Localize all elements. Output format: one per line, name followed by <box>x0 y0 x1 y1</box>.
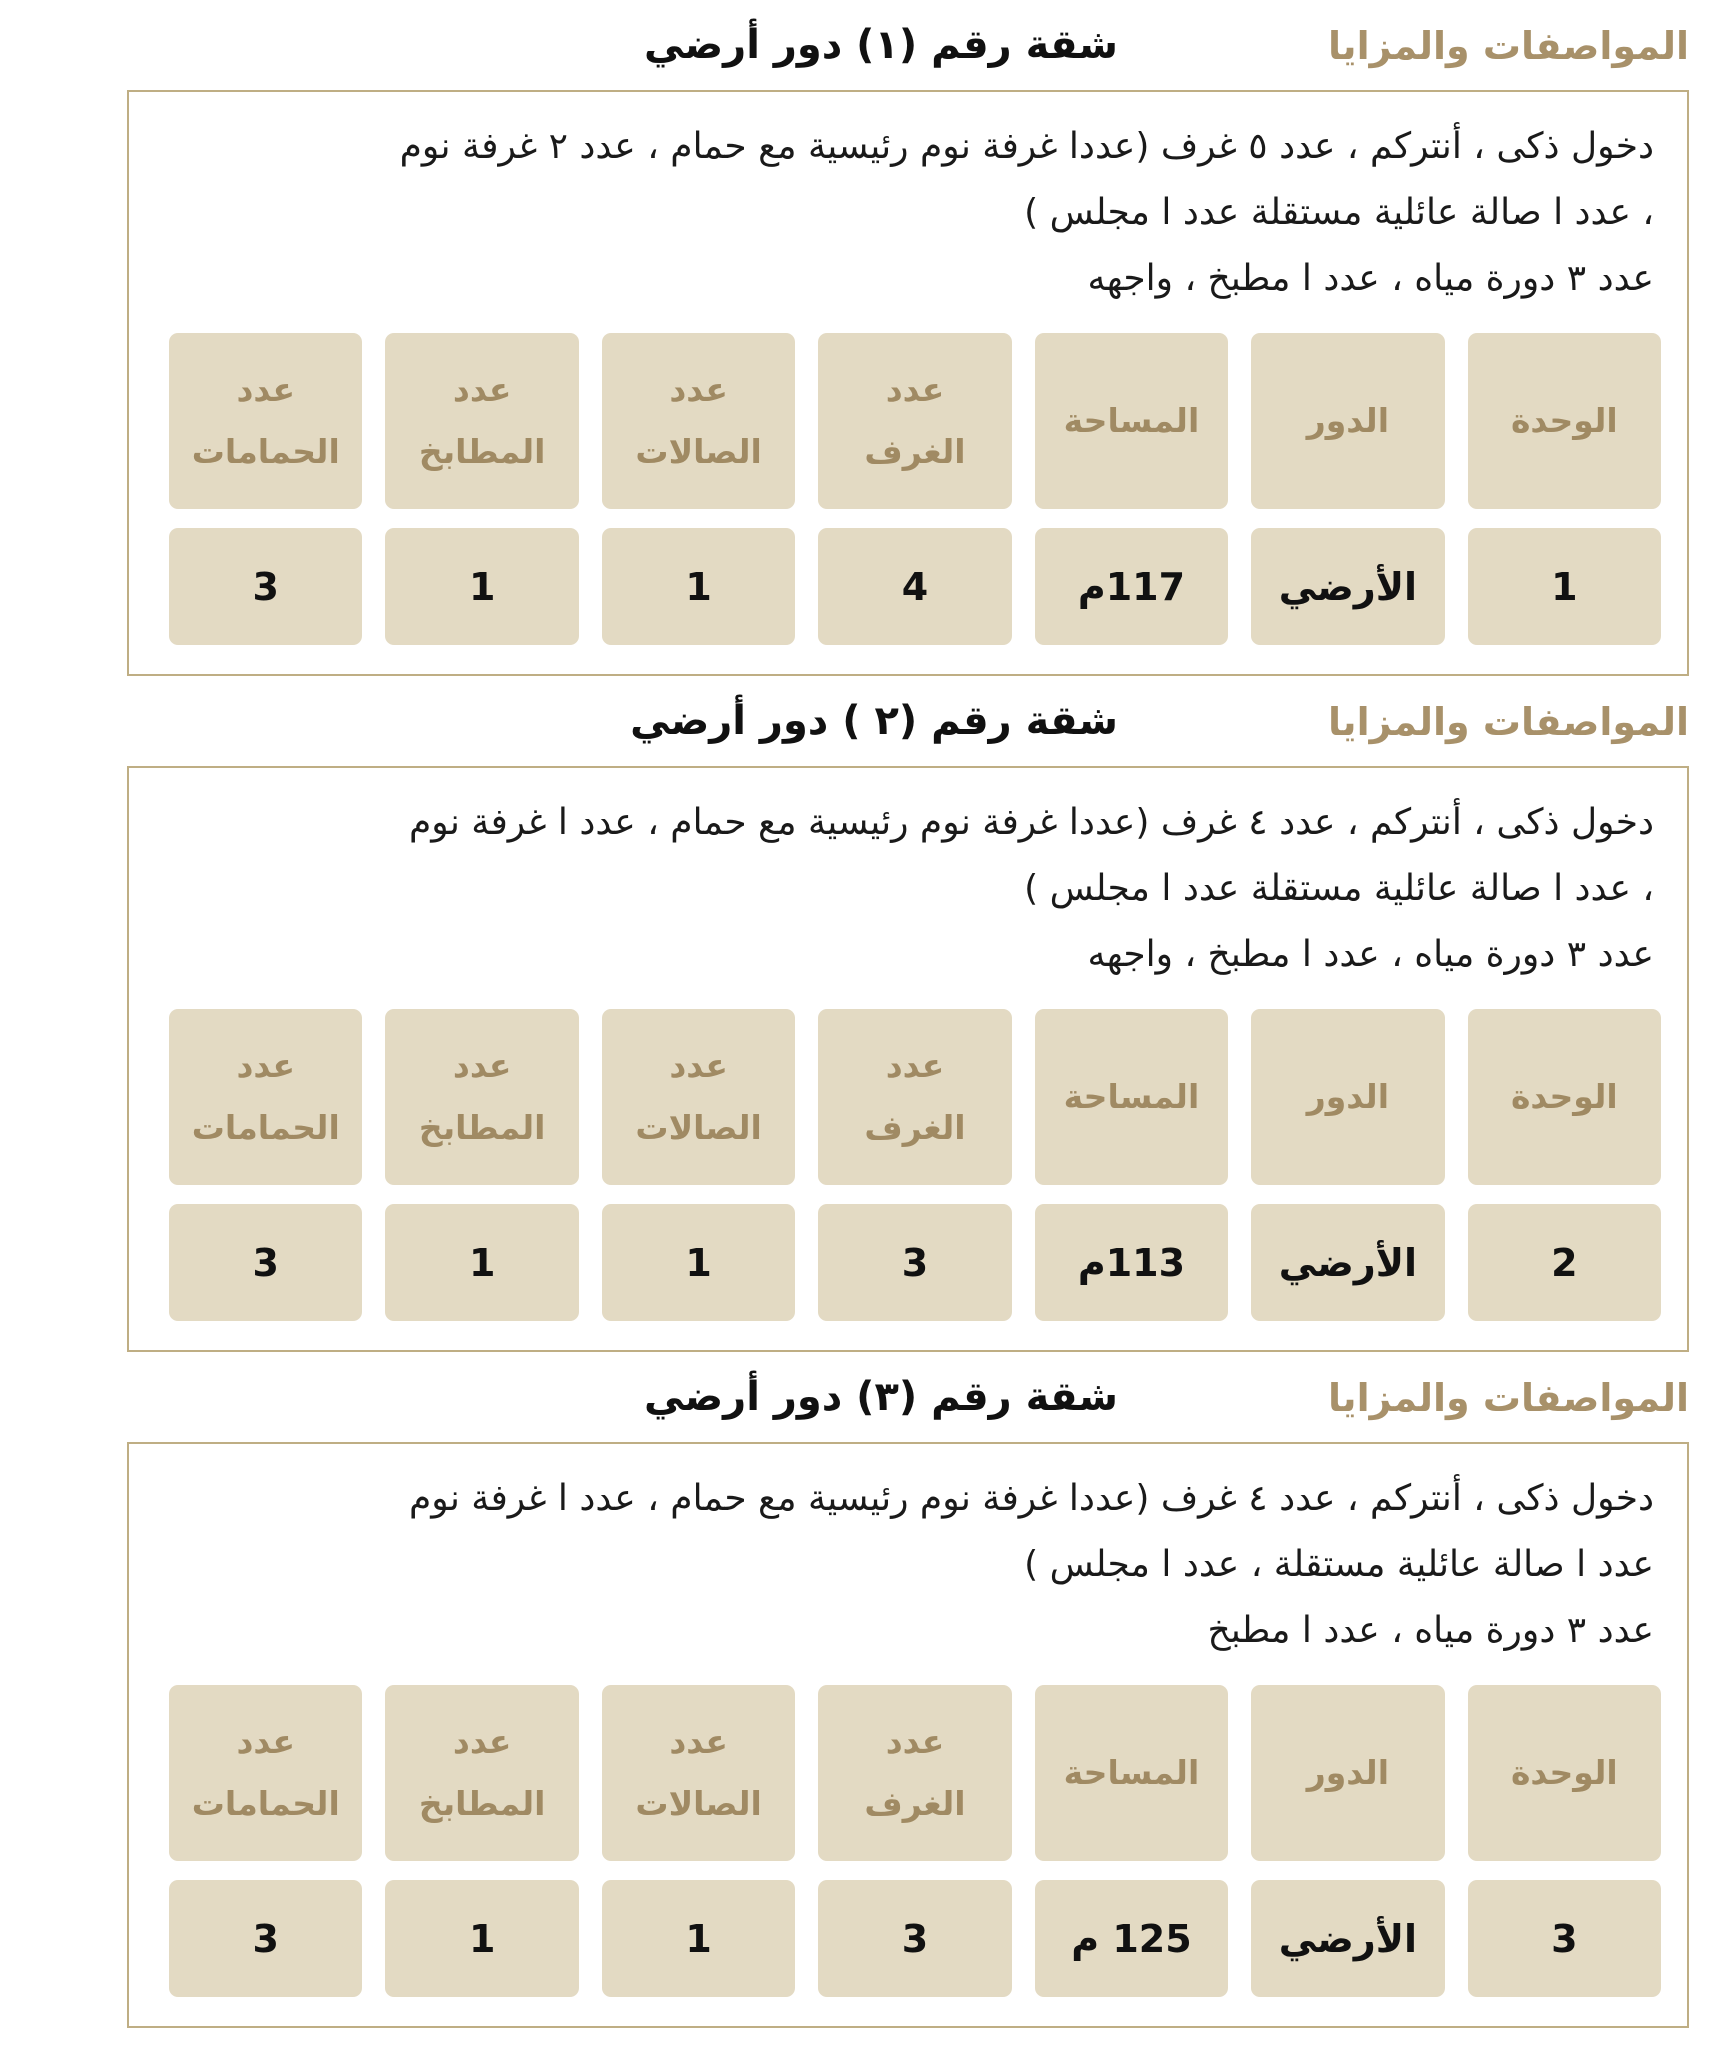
value-cell-halls: 1 <box>602 1880 795 1997</box>
value-cell-kitchens: 1 <box>385 528 578 645</box>
unit-table <box>169 333 1661 645</box>
table-row <box>169 1204 1661 1321</box>
unit-box <box>127 90 1689 676</box>
value-cell-unit: 1 <box>1468 528 1661 645</box>
description-line: ، عدد ا صالة عائلية مستقلة عدد ا مجلس ) <box>1024 192 1654 233</box>
table-row <box>169 1880 1661 1997</box>
table-header-row <box>169 1685 1661 1861</box>
unit-title: شقة رقم (١) دور أرضي <box>644 22 1118 68</box>
value-cell-bathrooms: 3 <box>169 528 362 645</box>
specs-label: المواصفات والمزايا <box>1328 1376 1689 1420</box>
value-cell-area: 117م <box>1035 528 1228 645</box>
unit-section-3 <box>127 1352 1689 2028</box>
header-cell-unit: الوحدة <box>1468 1009 1661 1185</box>
table-row <box>169 528 1661 645</box>
value-cell-unit: 3 <box>1468 1880 1661 1997</box>
value-cell-floor: الأرضي <box>1251 1880 1444 1997</box>
unit-description <box>174 114 1654 312</box>
value-cell-unit: 2 <box>1468 1204 1661 1321</box>
header-cell-bathrooms: عدد الحمامات <box>169 1009 362 1185</box>
value-cell-halls: 1 <box>602 528 795 645</box>
header-cell-area: المساحة <box>1035 1685 1228 1861</box>
value-cell-kitchens: 1 <box>385 1880 578 1997</box>
unit-section-2 <box>127 676 1689 1352</box>
unit-title: شقة رقم (٣) دور أرضي <box>644 1374 1118 1420</box>
value-cell-floor: الأرضي <box>1251 528 1444 645</box>
value-cell-rooms: 3 <box>818 1880 1011 1997</box>
header-cell-area: المساحة <box>1035 1009 1228 1185</box>
header-cell-kitchens: عدد المطابخ <box>385 333 578 509</box>
description-line: دخول ذكى ، أنتركم ، عدد ٤ غرف (عددا غرفة نوم رئيسية مع حمام ، عدد ا غرفة نوم <box>408 1478 1654 1519</box>
header-cell-halls: عدد الصالات <box>602 1685 795 1861</box>
value-cell-bathrooms: 3 <box>169 1204 362 1321</box>
table-header-row <box>169 333 1661 509</box>
header-cell-rooms: عدد الغرف <box>818 1685 1011 1861</box>
unit-box <box>127 1442 1689 2028</box>
section-header <box>127 676 1689 766</box>
description-line: دخول ذكى ، أنتركم ، عدد ٤ غرف (عددا غرفة نوم رئيسية مع حمام ، عدد ا غرفة نوم <box>408 802 1654 843</box>
table-header-row <box>169 1009 1661 1185</box>
description-line: دخول ذكى ، أنتركم ، عدد ٥ غرف (عددا غرفة نوم رئيسية مع حمام ، عدد ٢ غرفة نوم <box>399 126 1654 167</box>
description-line: عدد ٣ دورة مياه ، عدد ا مطبخ <box>1207 1610 1654 1651</box>
section-header <box>127 1352 1689 1442</box>
header-cell-rooms: عدد الغرف <box>818 1009 1011 1185</box>
description-line: ، عدد ا صالة عائلية مستقلة عدد ا مجلس ) <box>1024 868 1654 909</box>
header-cell-kitchens: عدد المطابخ <box>385 1685 578 1861</box>
header-cell-kitchens: عدد المطابخ <box>385 1009 578 1185</box>
header-cell-rooms: عدد الغرف <box>818 333 1011 509</box>
description-line: عدد ٣ دورة مياه ، عدد ا مطبخ ، واجهه <box>1087 258 1654 299</box>
value-cell-area: 125 م <box>1035 1880 1228 1997</box>
header-cell-bathrooms: عدد الحمامات <box>169 333 362 509</box>
specs-label: المواصفات والمزايا <box>1328 700 1689 744</box>
value-cell-kitchens: 1 <box>385 1204 578 1321</box>
value-cell-rooms: 4 <box>818 528 1011 645</box>
header-cell-halls: عدد الصالات <box>602 1009 795 1185</box>
header-cell-bathrooms: عدد الحمامات <box>169 1685 362 1861</box>
header-cell-unit: الوحدة <box>1468 333 1661 509</box>
value-cell-halls: 1 <box>602 1204 795 1321</box>
value-cell-bathrooms: 3 <box>169 1880 362 1997</box>
unit-description <box>174 790 1654 988</box>
header-cell-area: المساحة <box>1035 333 1228 509</box>
header-cell-floor: الدور <box>1251 1009 1444 1185</box>
unit-table <box>169 1685 1661 1997</box>
header-cell-floor: الدور <box>1251 333 1444 509</box>
unit-section-1 <box>127 0 1689 676</box>
header-cell-halls: عدد الصالات <box>602 333 795 509</box>
value-cell-floor: الأرضي <box>1251 1204 1444 1321</box>
unit-description <box>174 1466 1654 1664</box>
header-cell-unit: الوحدة <box>1468 1685 1661 1861</box>
description-line: عدد ا صالة عائلية مستقلة ، عدد ا مجلس ) <box>1024 1544 1654 1585</box>
value-cell-rooms: 3 <box>818 1204 1011 1321</box>
section-header <box>127 0 1689 90</box>
unit-box <box>127 766 1689 1352</box>
unit-table <box>169 1009 1661 1321</box>
description-line: عدد ٣ دورة مياه ، عدد ا مطبخ ، واجهه <box>1087 934 1654 975</box>
unit-title: شقة رقم (٢ ) دور أرضي <box>630 698 1118 744</box>
value-cell-area: 113م <box>1035 1204 1228 1321</box>
header-cell-floor: الدور <box>1251 1685 1444 1861</box>
specs-label: المواصفات والمزايا <box>1328 24 1689 68</box>
